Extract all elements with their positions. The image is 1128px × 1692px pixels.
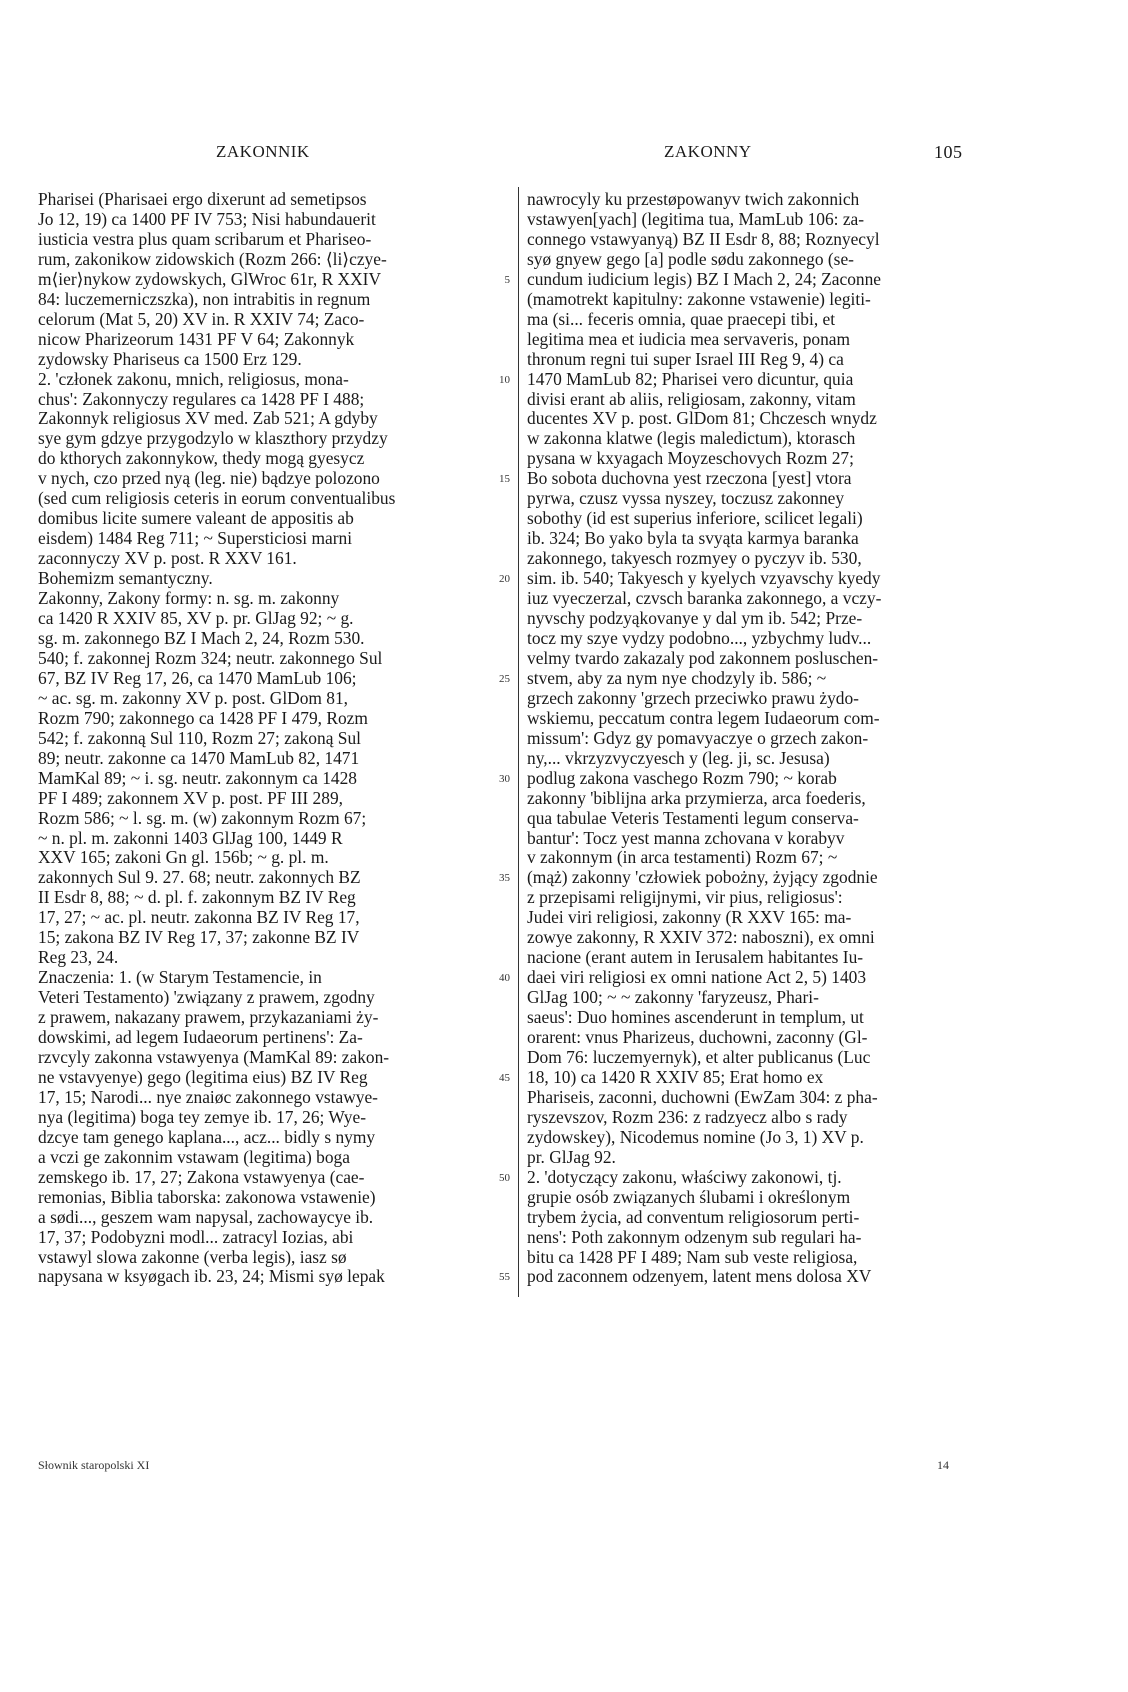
text-line: ~ ac. sg. m. zakonny XV p. post. GlDom 81, xyxy=(38,688,349,708)
text-line: napysana w ksyøgach ib. 23, 24; Mismi syø lepak xyxy=(38,1267,385,1287)
text-line: PF I 489; zakonnem XV p. post. PF III 289, xyxy=(38,788,343,808)
text-line: 17, 15; Narodi... nye znaiøc zakonnego vstawye- xyxy=(38,1087,378,1107)
text-line: Pharisei (Pharisaei ergo dixerunt ad semetipsos xyxy=(38,190,367,209)
text-line: 1470 MamLub 82; Pharisei vero dicuntur, quia xyxy=(527,369,854,389)
text-line: thronum regni tui super Israel III Reg 9, 4) ca xyxy=(527,349,844,369)
text-line: Bohemizm semantyczny. xyxy=(38,569,213,589)
running-head-left: ZAKONNIK xyxy=(216,142,310,161)
text-line: 67, BZ IV Reg 17, 26, ca 1470 MamLub 106; xyxy=(38,668,357,688)
text-line: rzvcyly zakonna vstawyenya (MamKal 89: zakon- xyxy=(38,1047,390,1067)
text-line: do kthorych zakonnykow, thedy mogą gyesycz xyxy=(38,449,365,469)
text-line: 540; f. zakonnej Rozm 324; neutr. zakonnego Sul xyxy=(38,648,383,668)
text-line: bitu ca 1428 PF I 489; Nam sub veste religiosa, xyxy=(527,1247,858,1267)
text-line: ryszevszov, Rozm 236: z radzyecz albo s rady xyxy=(527,1107,848,1127)
line-number: 15 xyxy=(499,473,510,486)
text-line: v zakonnym (in arca testamenti) Rozm 67; ~ xyxy=(527,848,838,868)
text-line: 17, 37; Podobyzni modl... zatracyl Iozias, abi xyxy=(38,1227,354,1247)
text-line: wskiemu, peccatum contra legem Iudaeorum com- xyxy=(527,708,880,728)
text-line: a vczi ge zakonnim vstawam (legitima) boga xyxy=(38,1147,350,1167)
text-line: domibus licite sumere valeant de appositis ab xyxy=(38,509,354,529)
text-line: eisdem) 1484 Reg 711; ~ Supersticiosi marni xyxy=(38,529,353,549)
text-line: Veteri Testamento) 'związany z prawem, zgodny xyxy=(38,988,375,1008)
text-line: saeus': Duo homines ascenderunt in templum, ut xyxy=(527,1008,864,1028)
text-line: Znaczenia: 1. (w Starym Testamencie, in xyxy=(38,968,322,988)
text-line: rum, zakonikow zidowskich (Rozm 266: ⟨li⟩czye- xyxy=(38,249,387,269)
text-line: 2. 'członek zakonu, mnich, religiosus, mona- xyxy=(38,369,349,389)
text-line: Reg 23, 24. xyxy=(38,948,119,968)
text-line: Dom 76: luczemyernyk), et alter publicanus (Luc xyxy=(527,1047,871,1067)
text-line: XXV 165; zakoni Gn gl. 156b; ~ g. pl. m. xyxy=(38,848,329,868)
text-line: Judei viri religiosi, zakonny (R XXV 165: ma- xyxy=(527,908,852,928)
footer-signature: Słownik staropolski XI xyxy=(38,1458,150,1472)
text-line: pr. GlJag 92. xyxy=(527,1147,616,1167)
text-line: ca 1420 R XXIV 85, XV p. pr. GlJag 92; ~ g. xyxy=(38,609,354,629)
text-line: orarent: vnus Pharizeus, duchowni, zaconny (Gl- xyxy=(527,1028,868,1048)
text-line: 18, 10) ca 1420 R XXIV 85; Erat homo ex xyxy=(527,1067,824,1087)
text-line: m⟨ier⟩nykow zydowskych, GlWroc 61r, R XXIV xyxy=(38,269,382,289)
text-line: 84: luczemerniczszka), non intrabitis in regnum xyxy=(38,289,371,309)
text-line: Rozm 586; ~ l. sg. m. (w) zakonnym Rozm 67; xyxy=(38,808,367,828)
text-line: z prawem, nakazany prawem, przykazaniami ży- xyxy=(38,1008,379,1028)
text-line: dowskimi, ad legem Iudaeorum pertinens': Za- xyxy=(38,1028,363,1048)
line-number: 25 xyxy=(499,672,510,685)
text-line: tocz my szye vydzy podobno..., yzbychmy ludv... xyxy=(527,628,872,648)
text-line: divisi erant ab aliis, religiosam, zakonny, vitam xyxy=(527,389,856,409)
text-line: zakonnego, takyesch rozmyey o pyczyv ib. 530, xyxy=(527,549,862,569)
text-line: grzech zakonny 'grzech przeciwko prawu żydo- xyxy=(527,688,859,708)
text-line: zydowsky Phariseus ca 1500 Erz 129. xyxy=(38,349,302,369)
text-line: MamKal 89; ~ i. sg. neutr. zakonnym ca 1428 xyxy=(38,768,358,788)
running-head-right: ZAKONNY xyxy=(664,142,752,161)
text-line: (mamotrekt kapitulny: zakonne vstawenie) legiti- xyxy=(527,289,871,309)
line-number: 50 xyxy=(499,1171,510,1184)
text-line: nawrocyly ku przestøpowanyv twich zakonnich xyxy=(527,190,860,209)
text-line: Zakonnyk religiosus XV med. Zab 521; A gdyby xyxy=(38,409,378,429)
text-line: vstawyen[yach] (legitima tua, MamLub 106: za- xyxy=(527,209,865,229)
text-line: pyrwa, czusz vyssa nyszey, toczusz zakonney xyxy=(527,489,845,509)
text-line: v nych, czo przed nyą (leg. nie) bądzye polozono xyxy=(38,469,380,489)
text-line: zydowskey), Nicodemus nomine (Jo 3, 1) XV p. xyxy=(527,1127,864,1147)
footer-sheet-number: 14 xyxy=(937,1458,949,1472)
text-line: 89; neutr. zakonne ca 1470 MamLub 82, 1471 xyxy=(38,748,360,768)
text-line: Zakonny, Zakony formy: n. sg. m. zakonny xyxy=(38,589,340,609)
text-line: zaconnyczy XV p. post. R XXV 161. xyxy=(38,549,297,569)
text-line: pysana w kxyagach Moyzeschovych Rozm 27; xyxy=(527,449,854,469)
text-line: nacione (erant autem in Ierusalem habitantes Iu- xyxy=(527,948,864,968)
text-line: sim. ib. 540; Takyesch y kyelych vzyavschy kyedy xyxy=(527,569,881,589)
line-number: 35 xyxy=(499,872,510,885)
text-line: a sødi..., geszem wam napysal, zachowaycye ib. xyxy=(38,1207,374,1227)
text-line: legitima mea et iudicia mea servaveris, ponam xyxy=(527,329,851,349)
text-line: w zakonna klatwe (legis maledictum), ktorasch xyxy=(527,429,856,449)
line-number: 45 xyxy=(499,1071,510,1084)
text-line: pod zaconnem odzenyem, latent mens dolosa XV xyxy=(527,1267,872,1287)
text-line: ne vstavyenye) gego (legitima eius) BZ IV Reg xyxy=(38,1067,368,1087)
text-line: Phariseis, zaconni, duchowni (EwZam 304: z pha- xyxy=(527,1087,878,1107)
text-line: grupie osób związanych ślubami i określonym xyxy=(527,1187,851,1207)
text-line: nens': Poth zakonnym odzenym sub regulari ha- xyxy=(527,1227,862,1247)
text-line: sg. m. zakonnego BZ I Mach 2, 24, Rozm 530. xyxy=(38,628,365,648)
right-column xyxy=(527,190,967,1287)
text-line: 15; zakona BZ IV Reg 17, 37; zakonne BZ IV xyxy=(38,928,360,948)
text-line: ducentes XV p. post. GlDom 81; Chczesch wnydz xyxy=(527,409,877,429)
left-column xyxy=(38,190,478,1287)
line-number: 30 xyxy=(499,772,510,785)
line-number: 5 xyxy=(504,273,510,286)
text-line: qua tabulae Veteris Testamenti legum conserva- xyxy=(527,808,859,828)
text-line: Jo 12, 19) ca 1400 PF IV 753; Nisi habundauerit xyxy=(38,209,376,229)
text-line: ma (si... feceris omnia, quae praecepi tibi, et xyxy=(527,309,836,329)
text-line: nicow Pharizeorum 1431 PF V 64; Zakonnyk xyxy=(38,329,355,349)
text-line: GlJag 100; ~ ~ zakonny 'faryzeusz, Phari- xyxy=(527,988,819,1008)
text-line: II Esdr 8, 88; ~ d. pl. f. zakonnym BZ IV Reg xyxy=(38,888,356,908)
text-line: sobothy (id est superius inferiore, scilicet legali) xyxy=(527,509,863,529)
text-line: zemskego ib. 17, 27; Zakona vstawyenya (cae- xyxy=(38,1167,365,1187)
text-line: zakonnych Sul 9. 27. 68; neutr. zakonnych BZ xyxy=(38,868,361,888)
line-number: 40 xyxy=(499,972,510,985)
text-line: Bo sobota duchovna yest rzeczona [yest] vtora xyxy=(527,469,852,489)
column-divider xyxy=(518,187,519,1297)
text-line: zowye zakonny, R XXIV 372: naboszni), ex omni xyxy=(527,928,875,948)
text-line: nyvschy podzyąkovanye y dal ym ib. 542; Prze- xyxy=(527,609,863,629)
text-line: velmy tvardo zakazaly pod zakonnem posluschen- xyxy=(527,648,879,668)
text-line: (sed cum religiosis ceteris in eorum conventualibus xyxy=(38,489,396,509)
text-line: remonias, Biblia taborska: zakonowa vstawenie) xyxy=(38,1187,376,1207)
text-line: chus': Zakonnyczy regulares ca 1428 PF I 488; xyxy=(38,389,365,409)
text-line: trybem życia, ad conventum religiosorum perti- xyxy=(527,1207,860,1227)
text-line: vstawyl slowa zakonne (verba legis), iasz sø xyxy=(38,1247,347,1267)
text-line: 2. 'dotyczący zakonu, właściwy zakonowi, tj. xyxy=(527,1167,842,1187)
text-line: podlug zakona vaschego Rozm 790; ~ korab xyxy=(527,768,837,788)
line-number: 55 xyxy=(499,1271,510,1284)
text-line: iusticia vestra plus quam scribarum et Phariseo- xyxy=(38,229,372,249)
text-line: sye gym gdzye przygodzylo w klaszthory przydzy xyxy=(38,429,388,449)
text-line: ny,... vkrzyzvyczyesch y (leg. ji, sc. Jesusa) xyxy=(527,748,830,768)
text-line: 17, 27; ~ ac. pl. neutr. zakonna BZ IV Reg 17, xyxy=(38,908,360,928)
text-line: bantur': Tocz yest manna zchovana v korabyv xyxy=(527,828,845,848)
text-line: celorum (Mat 5, 20) XV in. R XXIV 74; Zaco- xyxy=(38,309,365,329)
text-line: 542; f. zakonną Sul 110, Rozm 27; zakoną Sul xyxy=(38,728,361,748)
text-line: cundum iudicium legis) BZ I Mach 2, 24; Zaconne xyxy=(527,269,882,289)
text-line: (mąż) zakonny 'człowiek pobożny, żyjący zgodnie xyxy=(527,868,878,888)
page-number: 105 xyxy=(934,142,963,162)
text-line: nya (legitima) boga tey zemye ib. 17, 26; Wye- xyxy=(38,1107,366,1127)
text-line: syø gnyew gego [a] podle sødu zakonnego (se- xyxy=(527,249,854,269)
text-line: dzcye tam genego kaplana..., acz... bidly s nymy xyxy=(38,1127,376,1147)
text-line: iuz vyeczerzal, czvsch baranka zakonnego, a vczy- xyxy=(527,589,882,609)
text-line: Rozm 790; zakonnego ca 1428 PF I 479, Rozm xyxy=(38,708,368,728)
text-line: z przepisami religijnymi, vir pius, religiosus': xyxy=(527,888,843,908)
text-line: daei viri religiosi ex omni natione Act 2, 5) 1403 xyxy=(527,968,867,988)
text-line: stvem, aby za nym nye chodzyly ib. 586; ~ xyxy=(527,668,827,688)
line-number: 10 xyxy=(499,373,510,386)
text-line: missum': Gdyz gy pomavyaczye o grzech zakon- xyxy=(527,728,869,748)
text-line: ib. 324; Bo yako byla ta svyąta karmya baranka xyxy=(527,529,859,549)
line-number: 20 xyxy=(499,573,510,586)
text-line: ~ n. pl. m. zakonni 1403 GlJag 100, 1449 R xyxy=(38,828,343,848)
text-line: connego vstawyanyą) BZ II Esdr 8, 88; Roznyecyl xyxy=(527,229,880,249)
text-line: zakonny 'biblijna arka przymierza, arca foederis, xyxy=(527,788,866,808)
